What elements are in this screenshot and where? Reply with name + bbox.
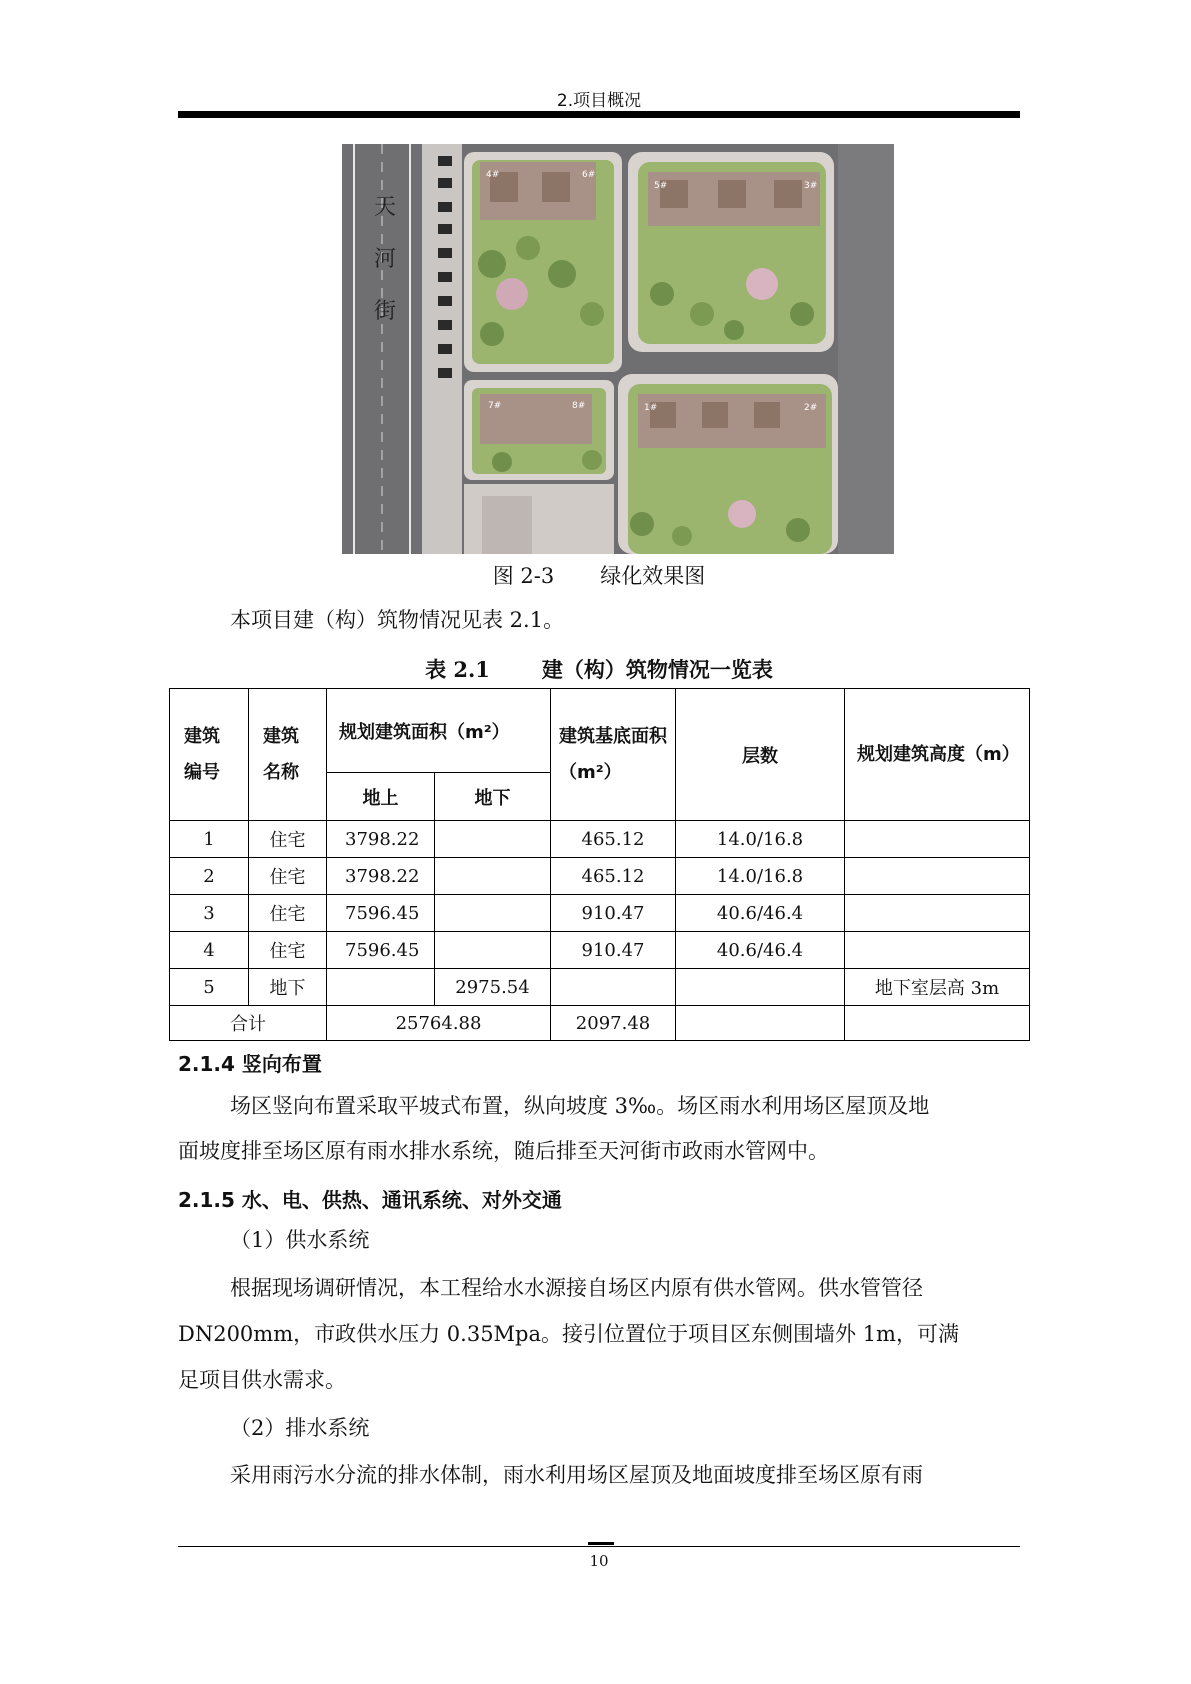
- footer-rule: [178, 1546, 1020, 1547]
- building-roof: [774, 180, 802, 208]
- cell-above: 7596.45: [327, 895, 435, 932]
- cell-below: [435, 895, 551, 932]
- building-number: 2#: [804, 403, 818, 413]
- paragraph-line: 面坡度排至场区原有雨水排水系统，随后排至天河街市政雨水管网中。: [178, 1139, 829, 1163]
- cell-below: [435, 821, 551, 858]
- paragraph-line: 根据现场调研情况，本工程给水水源接自场区内原有供水管网。供水管管径: [230, 1276, 923, 1300]
- cell-floors: 14.0/16.8: [676, 821, 845, 858]
- cell-height: [845, 895, 1030, 932]
- cell-total-label: 合计: [170, 1006, 327, 1041]
- cell-empty: [845, 1006, 1030, 1041]
- cell-no: 4: [170, 932, 249, 969]
- cell-below: 2975.54: [435, 969, 551, 1006]
- cell-height: [845, 932, 1030, 969]
- street-label-char: 街: [374, 299, 397, 324]
- table-caption-number: 表 2.1: [425, 657, 490, 682]
- cell-floors: 14.0/16.8: [676, 858, 845, 895]
- cell-name: 地下: [249, 969, 327, 1006]
- table-row: [170, 858, 1030, 895]
- street-label-char: 河: [374, 247, 397, 272]
- cell-below: [435, 932, 551, 969]
- header-base-area: 建筑基底面积（m²）: [551, 689, 676, 821]
- cell-height: [845, 821, 1030, 858]
- table-caption-text: 建（构）筑物情况一览表: [541, 657, 773, 682]
- cell-base: 465.12: [551, 858, 676, 895]
- building-roof: [754, 402, 780, 428]
- building-number: 4#: [486, 170, 500, 180]
- cell-base: 465.12: [551, 821, 676, 858]
- cell-height: 地下室层高 3m: [845, 969, 1030, 1006]
- building-number: 5#: [654, 181, 668, 191]
- cell-name: 住宅: [249, 895, 327, 932]
- header-underground: 地下: [435, 773, 551, 821]
- building-number: 8#: [572, 401, 586, 411]
- cell-empty: [676, 1006, 845, 1041]
- cell-floors: [676, 969, 845, 1006]
- header-rule: [178, 111, 1020, 118]
- street-label-char: 天: [374, 195, 397, 220]
- header-planned-area: 规划建筑面积（m²）: [327, 689, 551, 773]
- cell-name: 住宅: [249, 821, 327, 858]
- cell-name: 住宅: [249, 858, 327, 895]
- table-row: [170, 895, 1030, 932]
- paragraph-line: 场区竖向布置采取平坡式布置，纵向坡度 3‰。场区雨水利用场区屋顶及地: [230, 1094, 930, 1118]
- cell-floors: 40.6/46.4: [676, 932, 845, 969]
- subheading: （1）供水系统: [230, 1228, 370, 1252]
- building-roof: [718, 180, 746, 208]
- table-row: [170, 969, 1030, 1006]
- table-caption: [178, 654, 1020, 684]
- table-row: [170, 932, 1030, 969]
- cell-above: 3798.22: [327, 858, 435, 895]
- intro-paragraph: 本项目建（构）筑物情况见表 2.1。: [230, 608, 565, 632]
- cell-no: 1: [170, 821, 249, 858]
- cell-base: [551, 969, 676, 1006]
- cell-name: 住宅: [249, 932, 327, 969]
- section-heading: 2.1.5 水、电、供热、通讯系统、对外交通: [178, 1188, 562, 1212]
- building-roof: [702, 402, 728, 428]
- buildings-table: [169, 688, 1030, 1041]
- footer-mark: [588, 1542, 614, 1545]
- cell-total-area: 25764.88: [327, 1006, 551, 1041]
- cell-base: 910.47: [551, 932, 676, 969]
- figure-caption: [178, 560, 1020, 590]
- cell-floors: 40.6/46.4: [676, 895, 845, 932]
- road-east: [838, 144, 894, 554]
- building-number: 1#: [644, 403, 658, 413]
- cell-below: [435, 858, 551, 895]
- paragraph-line: 足项目供水需求。: [178, 1368, 346, 1392]
- header-building-no: 建筑编号: [170, 689, 249, 821]
- cell-base: 910.47: [551, 895, 676, 932]
- header-planned-height: 规划建筑高度（m）: [845, 689, 1030, 821]
- header-above-ground: 地上: [327, 773, 435, 821]
- page-number: 10: [589, 1552, 609, 1570]
- greening-rendering-figure: [342, 144, 894, 554]
- figure-caption-text: 绿化效果图: [600, 564, 706, 588]
- paragraph-line: 采用雨污水分流的排水体制，雨水利用场区屋顶及地面坡度排至场区原有雨: [230, 1463, 923, 1487]
- subheading: （2）排水系统: [230, 1416, 370, 1440]
- header-building-name: 建筑名称: [249, 689, 327, 821]
- cell-no: 3: [170, 895, 249, 932]
- building-roof: [542, 172, 570, 202]
- table-total-row: [170, 1006, 1030, 1041]
- cell-total-base: 2097.48: [551, 1006, 676, 1041]
- cell-above: 7596.45: [327, 932, 435, 969]
- section-heading: 2.1.4 竖向布置: [178, 1052, 322, 1076]
- table-row: [170, 821, 1030, 858]
- running-header: 2.项目概况: [556, 91, 642, 111]
- header-floors: 层数: [676, 689, 845, 821]
- cell-no: 2: [170, 858, 249, 895]
- site-plan-image: [342, 144, 894, 554]
- cell-no: 5: [170, 969, 249, 1006]
- building-number: 6#: [582, 170, 596, 180]
- cell-above: [327, 969, 435, 1006]
- cell-above: 3798.22: [327, 821, 435, 858]
- gatehouse: [482, 496, 532, 554]
- building-number: 3#: [804, 181, 818, 191]
- cell-height: [845, 858, 1030, 895]
- figure-caption-number: 图 2-3: [492, 564, 555, 588]
- building-number: 7#: [488, 401, 502, 411]
- paragraph-line: DN200mm，市政供水压力 0.35Mpa。接引位置位于项目区东侧围墙外 1m，可满: [178, 1322, 959, 1346]
